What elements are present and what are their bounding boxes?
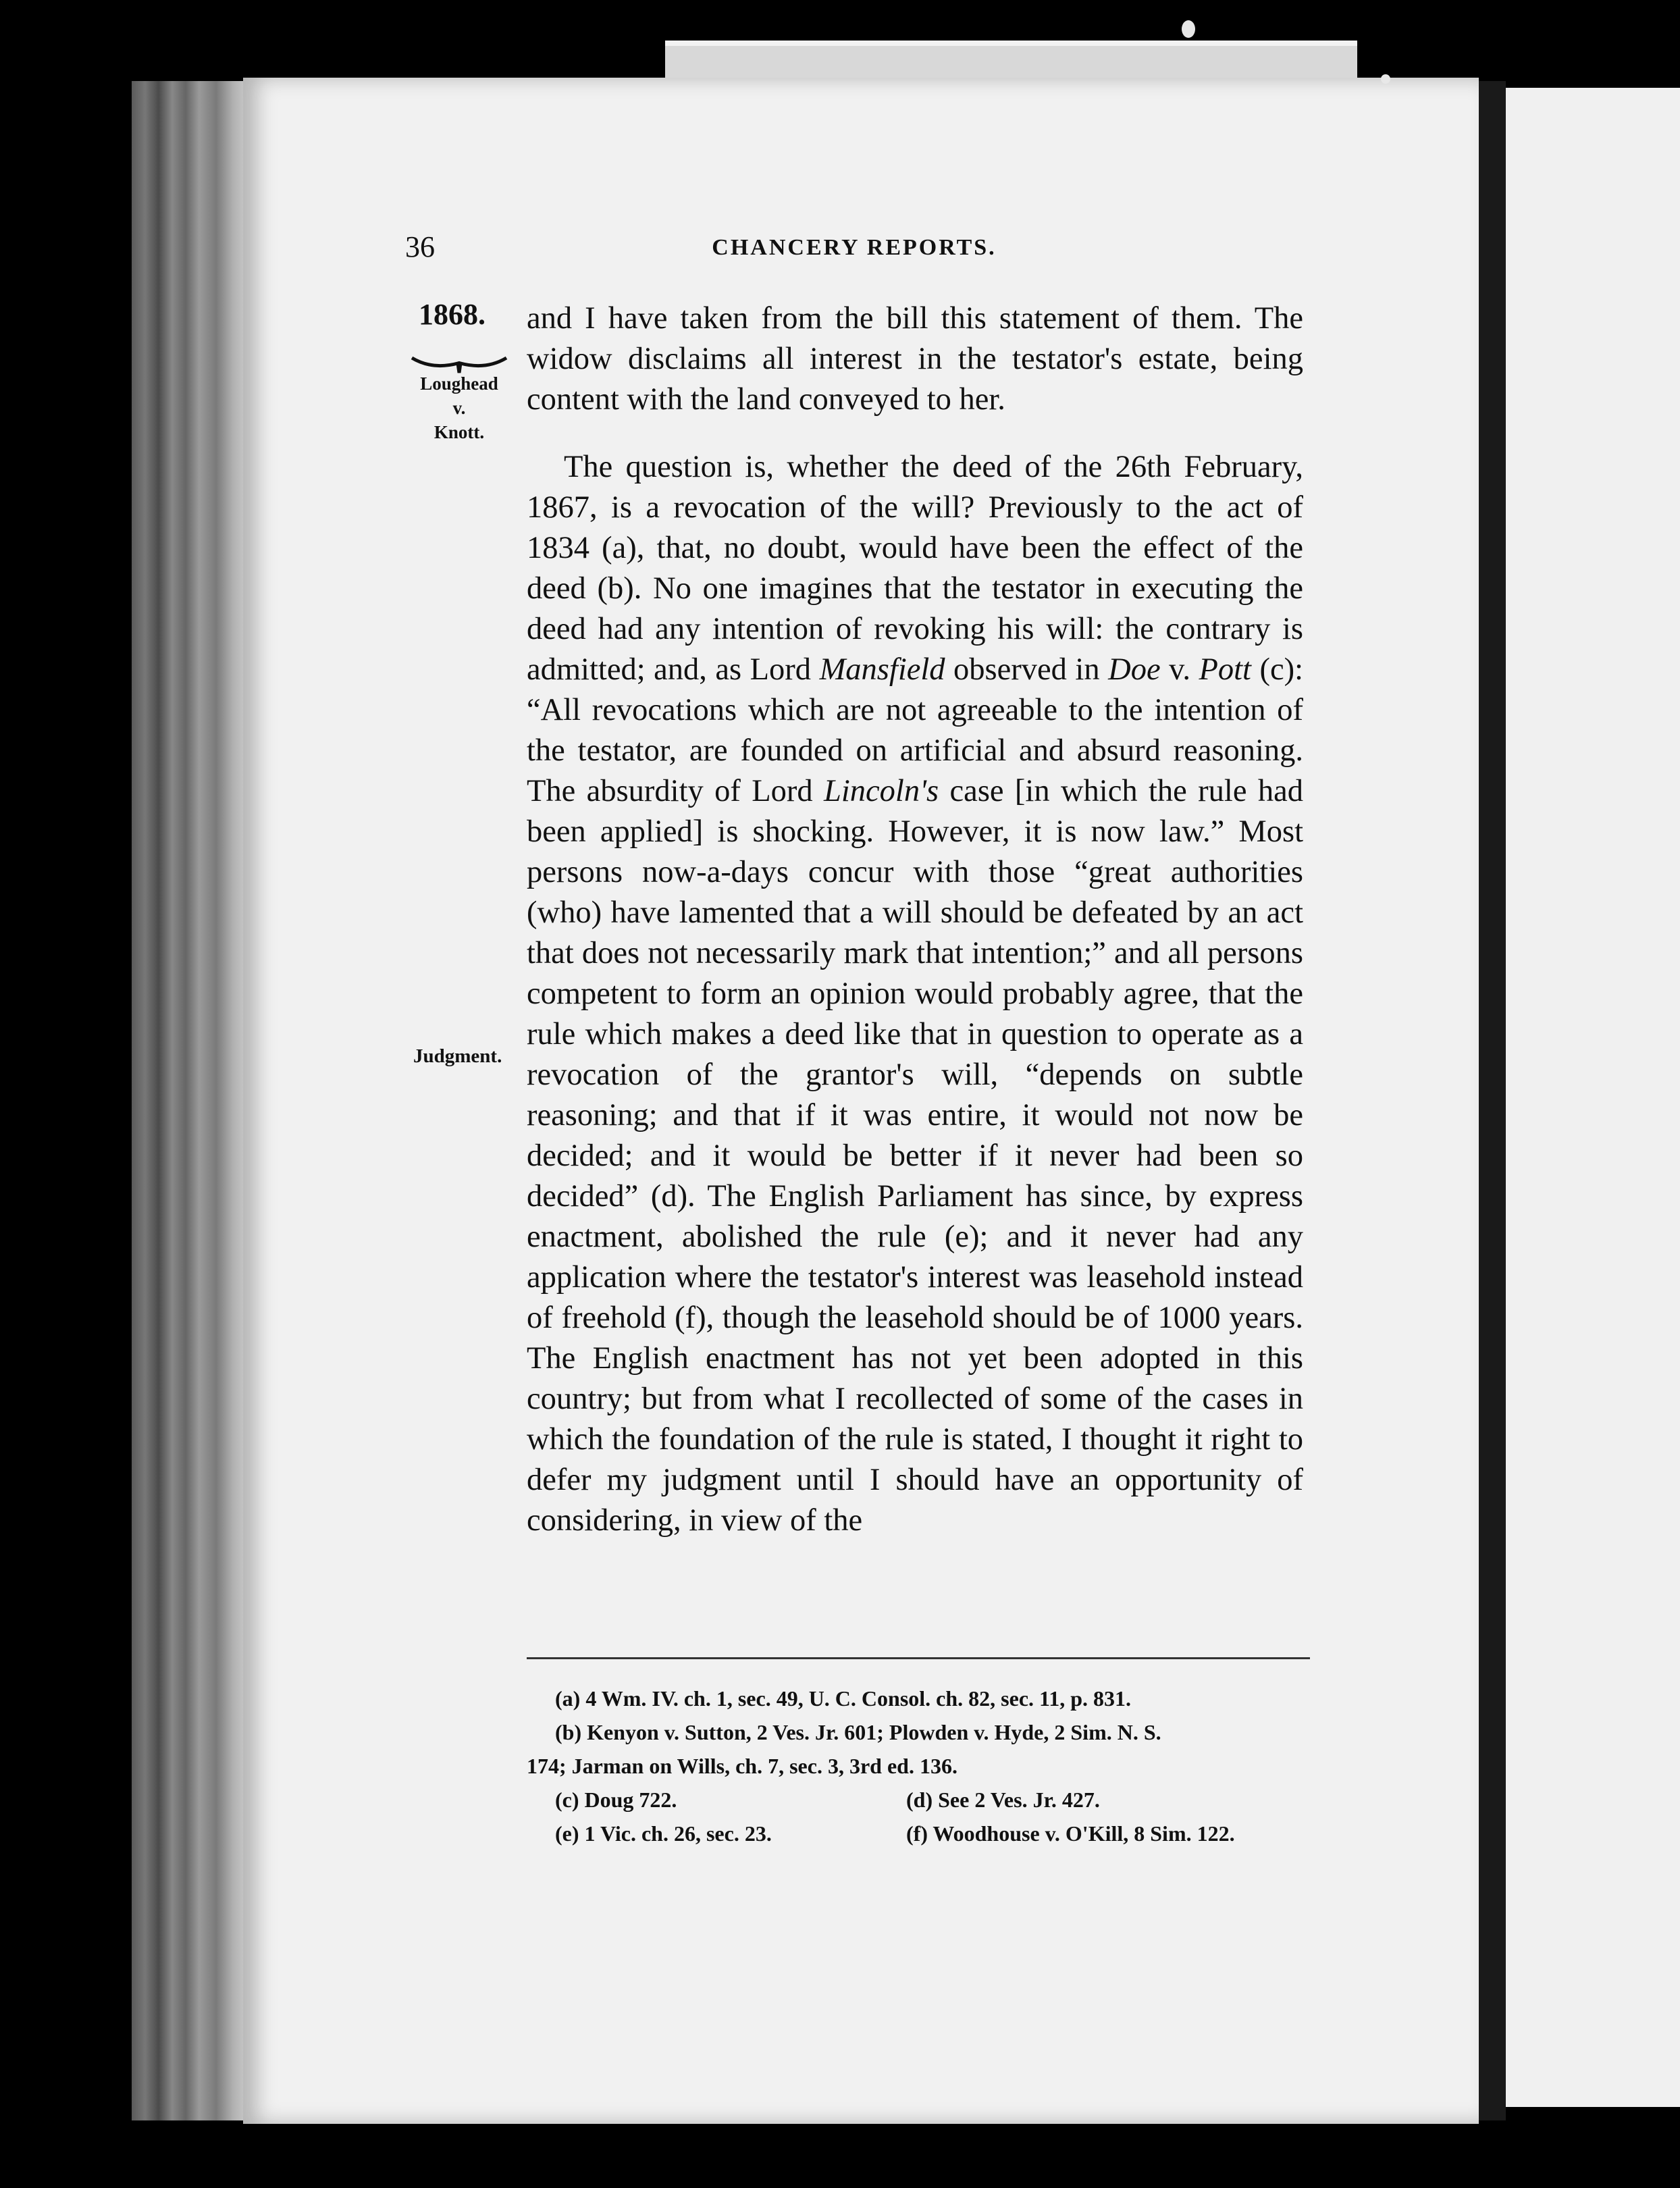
book-top-edge-highlight bbox=[665, 41, 1357, 46]
footnote-d: (d) See 2 Ves. Jr. 427. bbox=[906, 1788, 1100, 1812]
book-gutter bbox=[1479, 81, 1506, 2120]
paragraph-1: and I have taken from the bill this statement of them. The widow disclaims all interest in the testator's estate, being content with the land conveyed to her. bbox=[527, 301, 1303, 417]
running-head bbox=[405, 230, 1303, 277]
page-stack-edge bbox=[132, 81, 250, 2120]
footnote-c: (c) Doug 722. bbox=[555, 1788, 677, 1812]
footnote-a: (a) 4 Wm. IV. ch. 1, sec. 49, U. C. Consol. ch. 82, sec. 11, p. 831. bbox=[555, 1686, 1132, 1711]
margin-year: 1868. bbox=[419, 298, 485, 331]
text-segment: case [in which the rule had been applied] is shocking. However, it is now law.” Most persons now-a-days concur with those “great authorities (who) have lamented that a will should be defeated by an act that does not necessarily mark that intention;” and all persons competent to form an opinion would probably agree, that the rule which makes a deed like that in question to operate as a revocation of the grantor's will, “depends on subtle reasoning; and that if it was entire, it would not now be decided; and it would be better if it never had been so decided” (d). The English Parliament has since, by express enactment, abolished the rule (e); and it never had any application where the testator's interest was leasehold instead of freehold (f), though the leasehold should be of 1000 years. The English enactment has not yet been adopted in this country; but from what I recollected of some of the cases in which the foundation of the rule is stated, I thought it right to defer my judgment until I should have an opportunity of considering, in view of the bbox=[527, 774, 1303, 1538]
margin-case-name bbox=[405, 371, 513, 444]
footnote-b-continued: 174; Jarman on Wills, ch. 7, sec. 3, 3rd ed. 136. bbox=[527, 1754, 957, 1778]
footnote-f: (f) Woodhouse v. O'Kill, 8 Sim. 122. bbox=[906, 1821, 1235, 1846]
name-doe: Doe bbox=[1108, 652, 1161, 687]
brace-icon bbox=[405, 350, 513, 377]
case-versus: v. bbox=[452, 398, 466, 418]
running-title: CHANCERY REPORTS. bbox=[712, 235, 997, 260]
dust-speck bbox=[1182, 20, 1195, 38]
case-party-1: Loughead bbox=[420, 373, 498, 394]
footnotes bbox=[527, 1682, 1303, 1850]
dust-speck bbox=[1381, 74, 1390, 84]
text-segment: v. bbox=[1160, 652, 1199, 687]
margin-judgment: Judgment. bbox=[413, 1045, 502, 1067]
footnote-row bbox=[527, 1817, 1303, 1850]
footnote-b: (b) Kenyon v. Sutton, 2 Ves. Jr. 601; Plowden v. Hyde, 2 Sim. N. S. bbox=[555, 1720, 1161, 1744]
paragraph-2 bbox=[527, 447, 1303, 1541]
name-lincoln: Lincoln's bbox=[824, 774, 939, 808]
case-party-2: Knott. bbox=[434, 422, 485, 442]
page-number: 36 bbox=[405, 230, 435, 263]
footnote-rule bbox=[527, 1657, 1310, 1659]
text-segment: (c): “All revocations which are not agreeable to the intention of the testator, are founded on artificial and absurd reasoning. The absurdity of Lord bbox=[527, 652, 1304, 808]
footnote-row bbox=[527, 1783, 1303, 1817]
name-mansfield: Mansfield bbox=[819, 652, 945, 687]
facing-page bbox=[1506, 88, 1680, 2107]
footnote-e: (e) 1 Vic. ch. 26, sec. 23. bbox=[555, 1821, 772, 1846]
text-segment: The question is, whether the deed of the 26th February, 1867, is a revocation of the will? Previously to the act of 1834 (a), that, no doubt, would have been the effect of the deed (b). No one imagines that the testator in executing the deed had any intention of revoking his will: the contrary is admitted; and, as Lord bbox=[527, 450, 1303, 687]
text-segment: observed in bbox=[945, 652, 1109, 687]
name-pott: Pott bbox=[1199, 652, 1251, 687]
